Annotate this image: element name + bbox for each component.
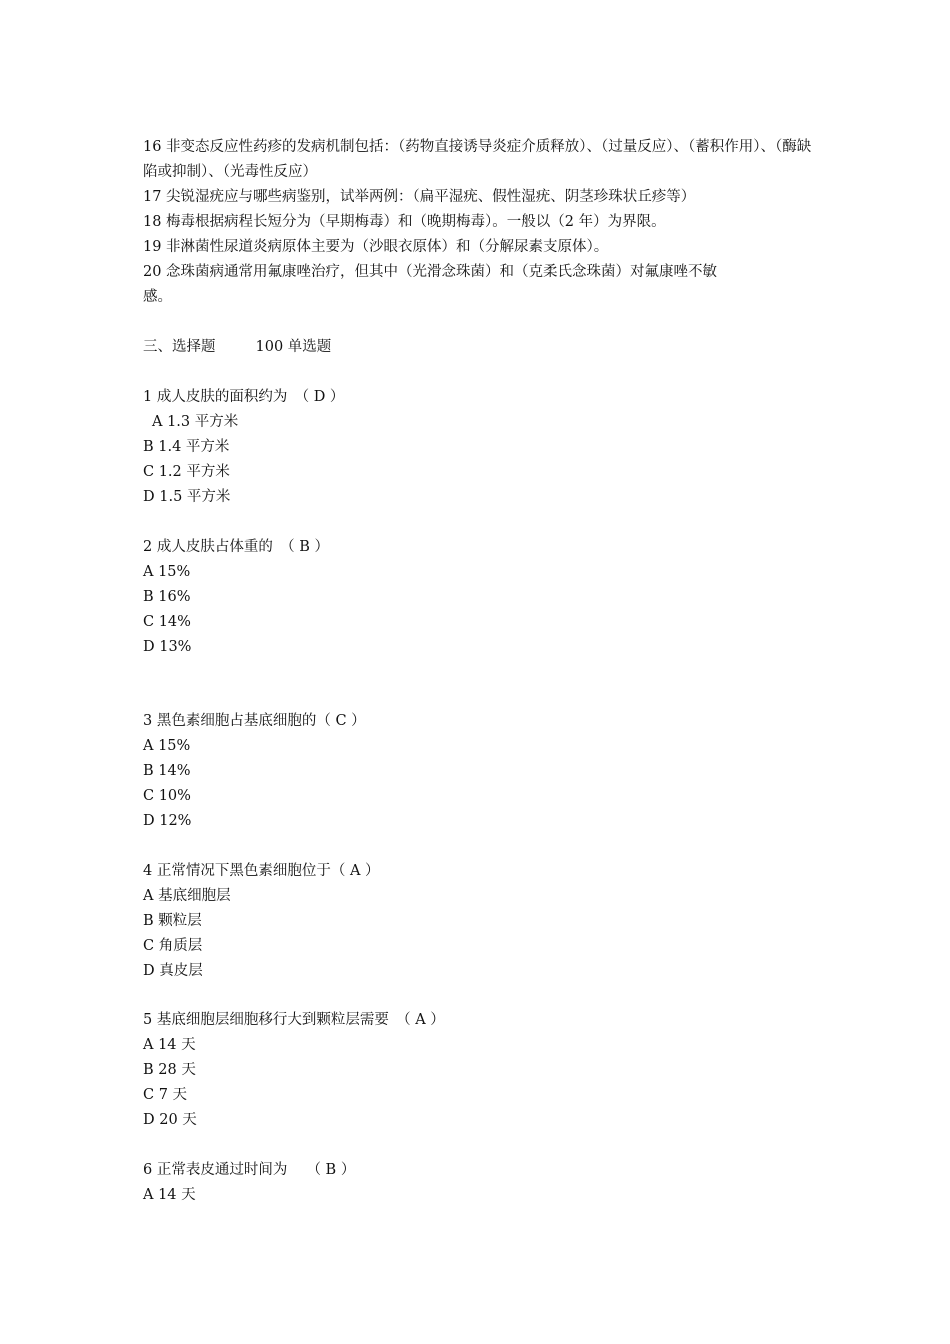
question-4-stem: 4 正常情况下黑色素细胞位于（ A ） (143, 863, 380, 879)
question-3-option-b: B 14% (143, 763, 191, 779)
question-1-option-b: B 1.4 平方米 (143, 439, 230, 455)
fill-item-18: 18 梅毒根据病程长短分为（早期梅毒）和（晚期梅毒）。一般以（2 年）为界限。 (143, 214, 666, 230)
question-2-option-c: C 14% (143, 614, 191, 630)
question-2-stem: 2 成人皮肤占体重的 （ B ） (143, 539, 329, 555)
section-title: 三、选择题 (143, 339, 216, 355)
question-5-stem: 5 基底细胞层细胞移行大到颗粒层需要 （ A ） (143, 1012, 445, 1028)
question-2-option-a: A 15% (143, 564, 191, 580)
question-1-stem: 1 成人皮肤的面积约为 （ D ） (143, 389, 345, 405)
question-4-option-c: C 角质层 (143, 938, 203, 954)
fill-item-20-line1: 20 念珠菌病通常用氟康唑治疗，但其中（光滑念珠菌）和（克柔氏念珠菌）对氟康唑不敏 (143, 264, 718, 280)
question-6-stem: 6 正常表皮通过时间为 （ B ） (143, 1162, 356, 1178)
question-4-option-b: B 颗粒层 (143, 913, 202, 929)
question-5-option-c: C 7 天 (143, 1087, 188, 1103)
section-subtitle: 100 单选题 (255, 339, 332, 355)
question-2-option-b: B 16% (143, 589, 191, 605)
question-1-option-a (143, 412, 238, 432)
question-5-option-a: A 14 天 (143, 1037, 196, 1053)
question-5-option-d: D 20 天 (143, 1112, 197, 1128)
option-text: A 1.3 平方米 (152, 414, 239, 430)
fill-item-16-line1: 16 非变态反应性药疹的发病机制包括：（药物直接诱导炎症介质释放）、（过量反应）、（蓄积作用）、（酶缺 (143, 139, 812, 155)
question-1-option-c: C 1.2 平方米 (143, 464, 230, 480)
question-4-option-d: D 真皮层 (143, 963, 203, 979)
question-4-option-a: A 基底细胞层 (143, 888, 231, 904)
section-heading (143, 337, 331, 357)
question-3-stem: 3 黑色素细胞占基底细胞的（ C ） (143, 713, 366, 729)
question-3-option-c: C 10% (143, 788, 191, 804)
question-6-option-a: A 14 天 (143, 1187, 196, 1203)
fill-item-17: 17 尖锐湿疣应与哪些病鉴别，试举两例：（扁平湿疣、假性湿疣、阴茎珍珠状丘疹等） (143, 189, 696, 205)
question-2-option-d: D 13% (143, 639, 192, 655)
fill-item-19: 19 非淋菌性尿道炎病原体主要为（沙眼衣原体）和（分解尿素支原体）。 (143, 239, 609, 255)
question-1-option-d: D 1.5 平方米 (143, 489, 231, 505)
question-3-option-d: D 12% (143, 813, 192, 829)
question-3-option-a: A 15% (143, 738, 191, 754)
question-5-option-b: B 28 天 (143, 1062, 196, 1078)
fill-item-20-line2: 感。 (143, 289, 172, 305)
fill-item-16-line2: 陷或抑制）、（光毒性反应） (143, 164, 317, 180)
